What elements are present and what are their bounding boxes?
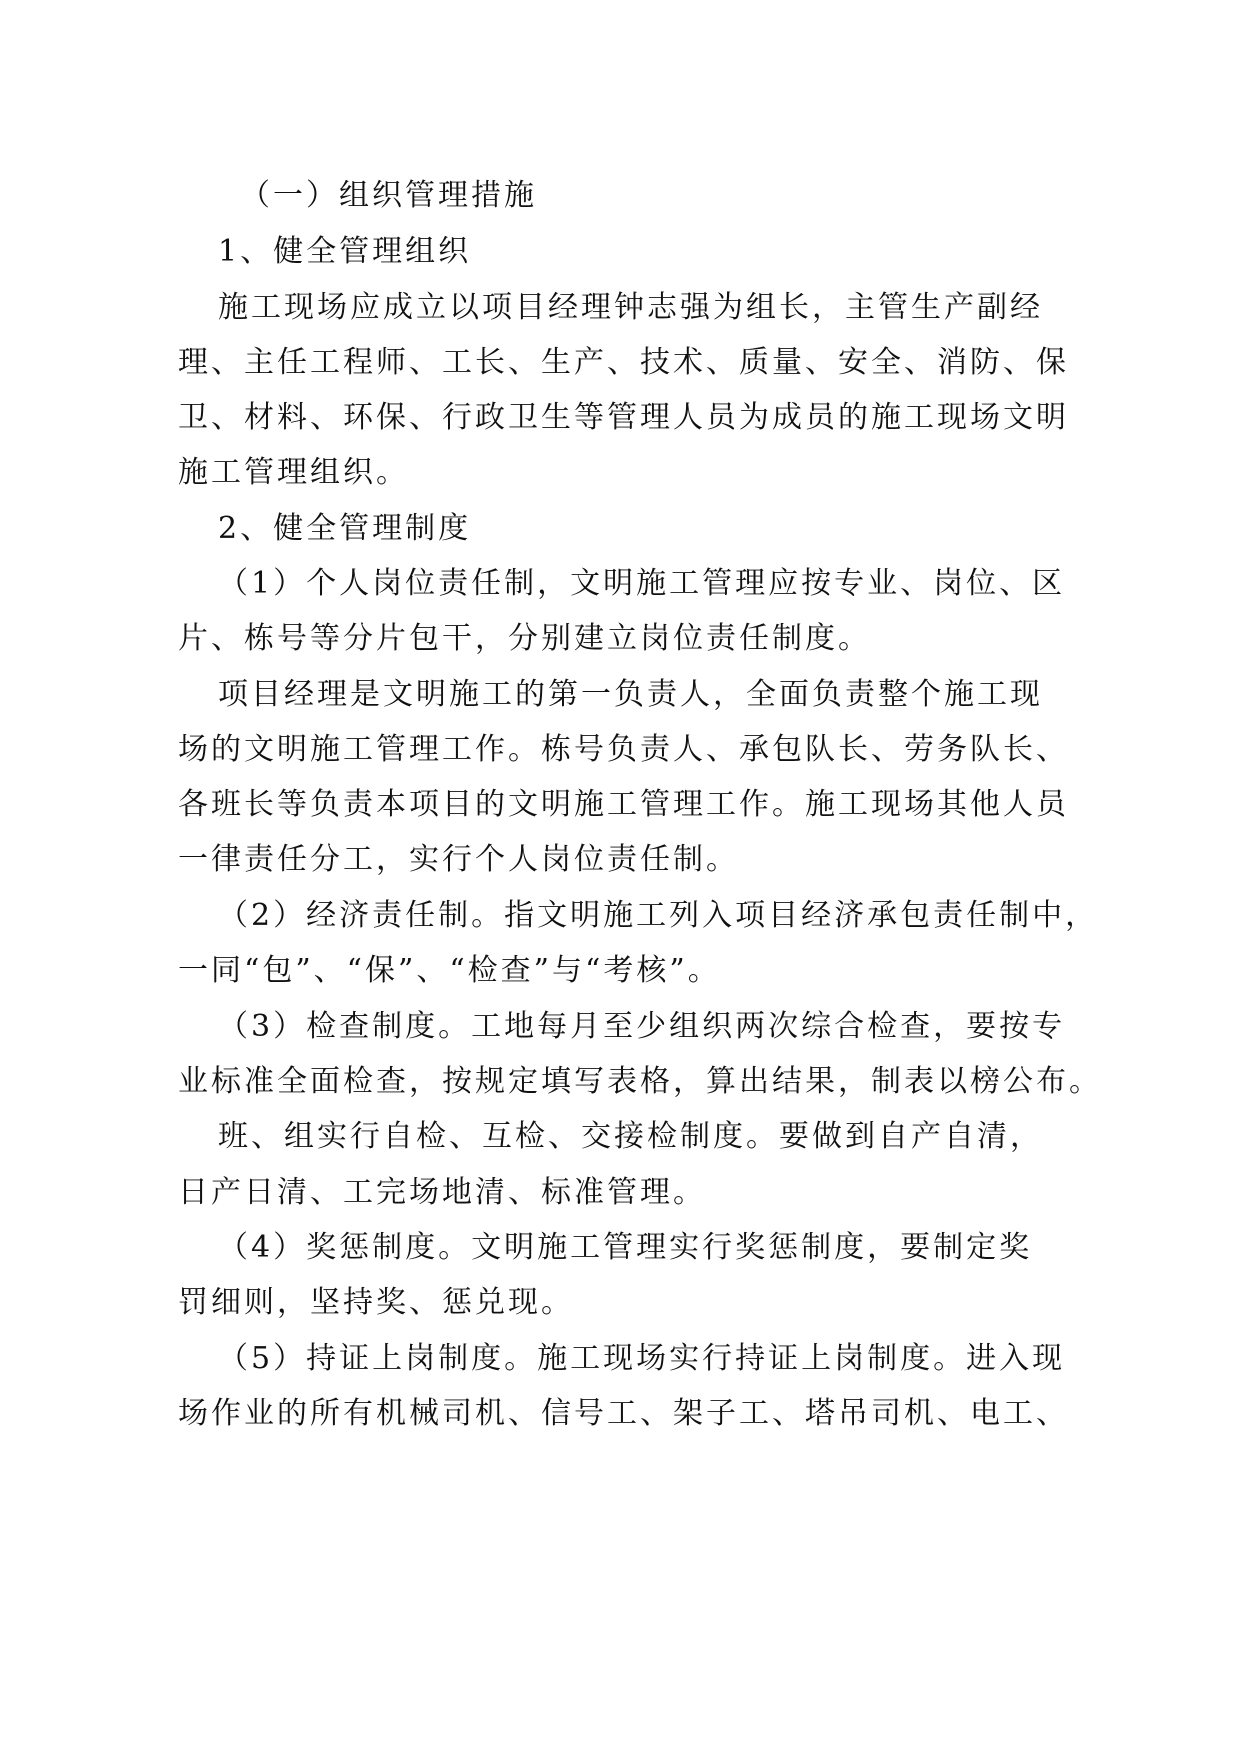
section-heading: （一）组织管理措施 [240,178,537,213]
paragraph-line: （3）检查制度。工地每月至少组织两次综合检查，要按专 [218,1009,1066,1044]
paragraph-line: 片、栋号等分片包干，分别建立岗位责任制度。 [178,621,871,656]
paragraph-line: 施工现场应成立以项目经理钟志强为组长，主管生产副经 [218,290,1043,325]
paragraph-line: （4）奖惩制度。文明施工管理实行奖惩制度，要制定奖 [218,1230,1033,1265]
paragraph-line: 日产日清、工完场地清、标准管理。 [178,1175,706,1210]
paragraph-line: （2）经济责任制。指文明施工列入项目经济承包责任制中， [218,898,1099,933]
paragraph-line: 项目经理是文明施工的第一负责人，全面负责整个施工现 [218,677,1043,712]
paragraph-line: 卫、材料、环保、行政卫生等管理人员为成员的施工现场文明 [178,400,1069,435]
paragraph-line: 理、主任工程师、工长、生产、技术、质量、安全、消防、保 [178,345,1069,380]
paragraph-line: 施工管理组织。 [178,455,409,490]
paragraph-line: 业标准全面检查，按规定填写表格，算出结果，制表以榜公布。 [178,1064,1102,1099]
paragraph-line: 罚细则，坚持奖、惩兑现。 [178,1285,574,1320]
paragraph-line: （1）个人岗位责任制，文明施工管理应按专业、岗位、区 [218,566,1066,601]
paragraph-line: 一律责任分工，实行个人岗位责任制。 [178,842,739,877]
paragraph-line: 各班长等负责本项目的文明施工管理工作。施工现场其他人员 [178,787,1069,822]
paragraph-line: 班、组实行自检、互检、交接检制度。要做到自产自清， [218,1119,1043,1154]
paragraph-line: 场的文明施工管理工作。栋号负责人、承包队长、劳务队长、 [178,732,1069,767]
paragraph-line: （5）持证上岗制度。施工现场实行持证上岗制度。进入现 [218,1341,1066,1376]
paragraph-line: 一同“包”、“保”、“检查”与“考核”。 [178,953,721,988]
paragraph-line: 场作业的所有机械司机、信号工、架子工、塔吊司机、电工、 [178,1396,1069,1431]
subheading-system: 2、健全管理制度 [218,511,472,546]
subheading-organization: 1、健全管理组织 [218,234,472,269]
